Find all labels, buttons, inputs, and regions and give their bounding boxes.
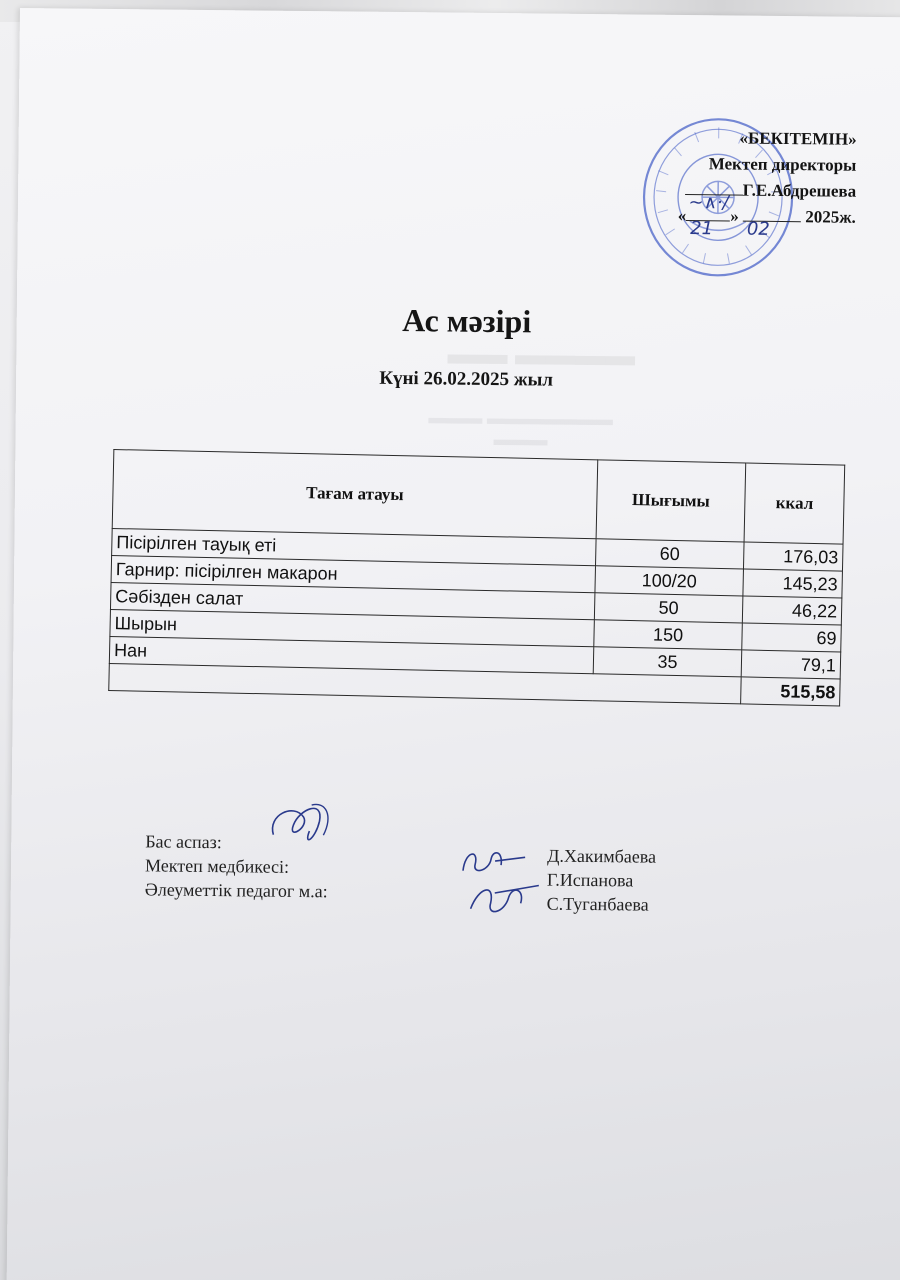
dish-name: Гарнир: пісірілген макарон: [111, 555, 595, 592]
name-social-pedagogue: С.Туганбаева: [546, 893, 649, 915]
close-quote: »: [730, 206, 739, 226]
dish-name: Нан: [109, 636, 593, 673]
header-yield: Шығымы: [596, 460, 746, 542]
role-chef: Бас аспаз:: [145, 831, 222, 853]
director-name: Г.Е.Абдрешева: [742, 180, 857, 201]
dish-yield: 50: [594, 593, 743, 623]
name-nurse: Г.Испанова: [546, 869, 634, 891]
dish-name: Сәбізден салат: [110, 582, 594, 619]
dish-yield: 150: [594, 620, 743, 650]
role-nurse: Мектеп медбикесі:: [144, 855, 290, 877]
signatory-names: [547, 844, 657, 917]
dish-kcal: 176,03: [744, 542, 843, 571]
menu-table-wrap: [108, 449, 847, 707]
director-position: Мектеп директоры: [708, 154, 857, 175]
director-signature-icon: ~∧·∕: [688, 192, 729, 214]
pedagogue-signature-icon: [464, 873, 545, 924]
dish-yield: 60: [595, 539, 744, 569]
total-kcal: 515,58: [741, 677, 840, 706]
approval-year: 2025ж.: [805, 207, 856, 227]
dish-yield: 100/20: [595, 566, 744, 596]
dish-name: Пісірілген тауық еті: [112, 528, 596, 565]
header-kcal: ккал: [744, 463, 844, 544]
director-signature-blank: [685, 192, 743, 214]
name-chef: Д.Хакимбаева: [547, 845, 657, 867]
header-dish-name: Тағам атауы: [112, 450, 597, 539]
dish-kcal: 46,22: [743, 596, 842, 625]
approval-heading: «БЕКІТЕМІН»: [739, 128, 857, 149]
approval-block: [677, 125, 857, 240]
menu-date: Күні 26.02.2025 жыл: [379, 367, 554, 391]
signatures-block: [144, 829, 845, 915]
chef-signature-icon: [263, 795, 344, 856]
dish-name: Шырын: [110, 609, 594, 646]
approval-month: 02: [746, 218, 770, 240]
menu-table: [108, 449, 845, 707]
show-through-subtext: ▬▬▬ ▬▬▬▬▬▬▬ ▬▬▬: [428, 407, 614, 450]
dish-kcal: 79,1: [741, 650, 840, 679]
dish-kcal: 69: [742, 623, 841, 652]
approval-day-blank: [686, 218, 730, 240]
approval-month-blank: [743, 218, 801, 240]
open-quote: «: [677, 205, 687, 225]
dish-kcal: 145,23: [743, 569, 842, 598]
page-title: Ас мәзірі: [402, 302, 532, 340]
dish-yield: 35: [593, 647, 742, 677]
document-sheet: [6, 8, 900, 1280]
approval-day: 21: [690, 218, 714, 240]
show-through-text: ▬▬ ▬▬▬▬: [447, 337, 636, 373]
director-name-line: [678, 177, 857, 214]
role-social-pedagogue: Әлеуметтік педагог м.а:: [144, 879, 328, 902]
